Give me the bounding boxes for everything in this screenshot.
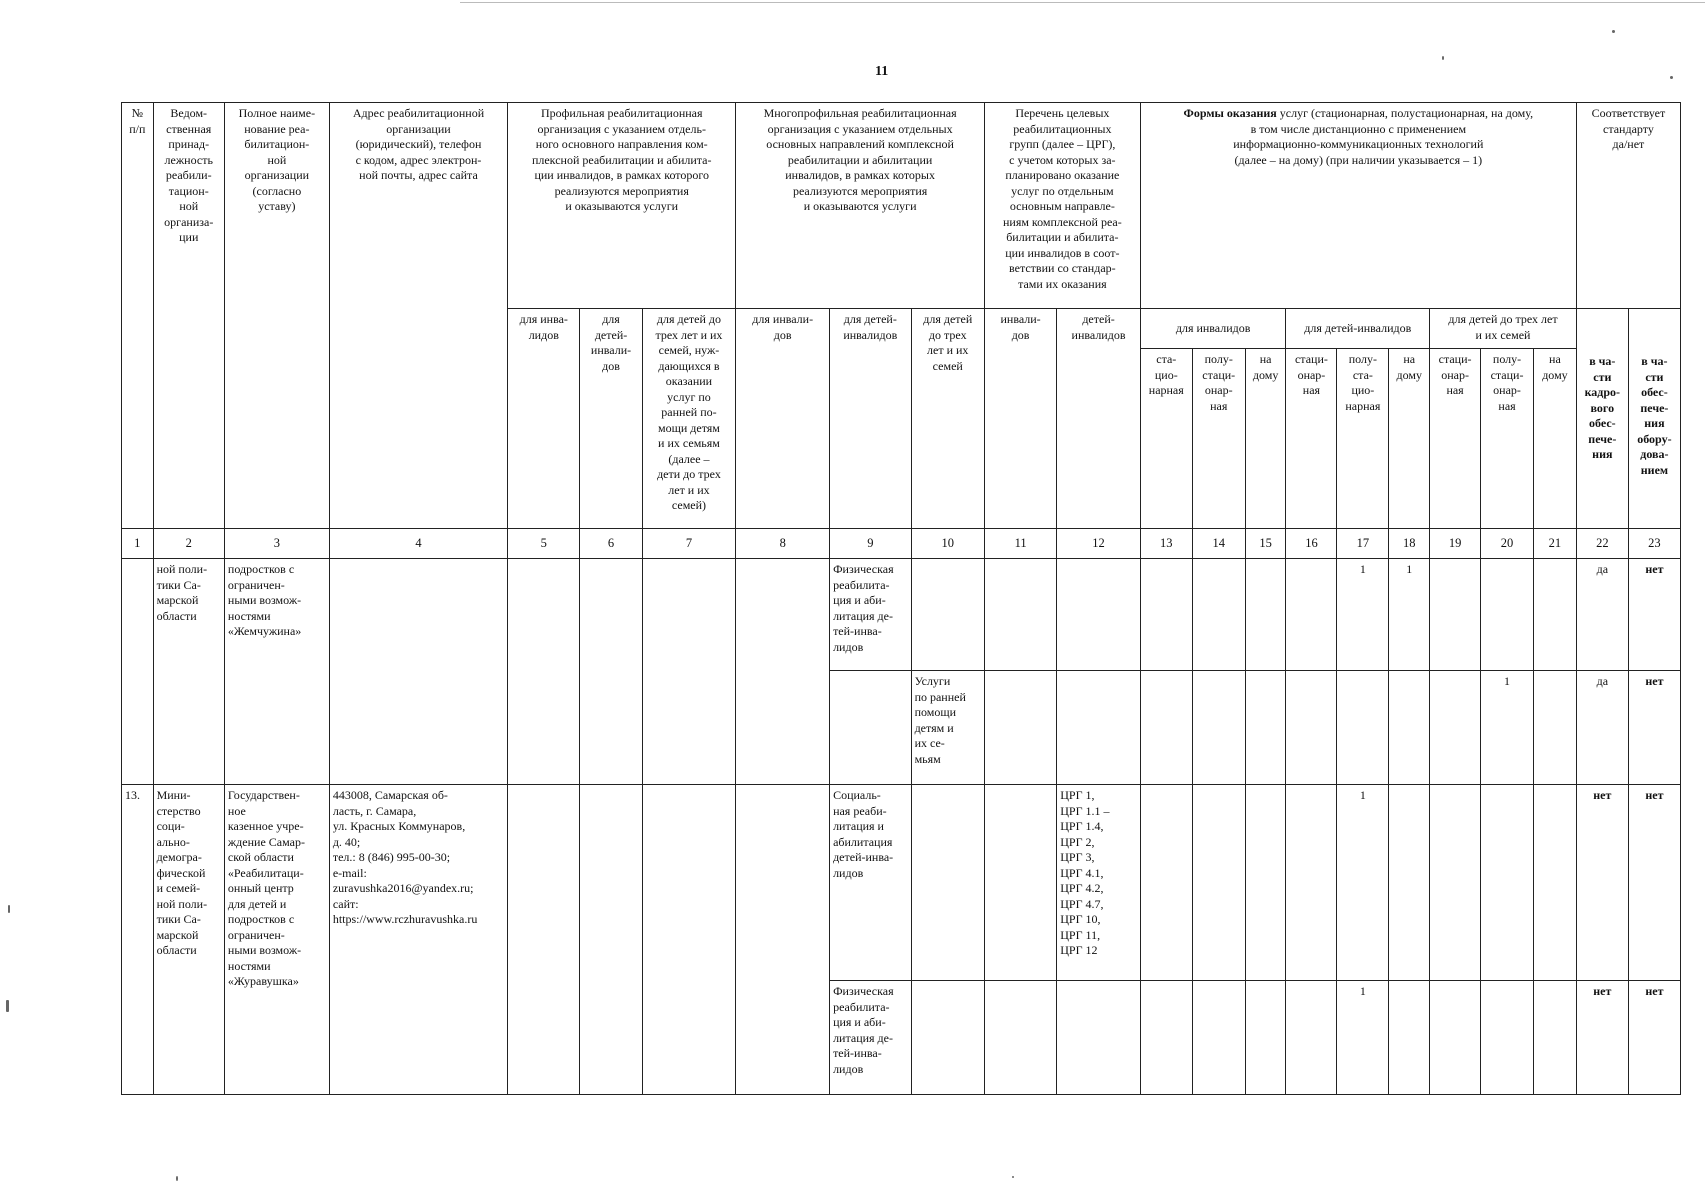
cell-c20 [1481, 785, 1534, 981]
cell-c15 [1245, 785, 1286, 981]
cell-c11 [984, 559, 1056, 671]
cell-c5 [508, 785, 580, 1095]
cell-department: ной поли- тики Са- марской области [153, 559, 224, 785]
header-address: Адрес реабилитационной организации (юридический), телефон с кодом, адрес электрон- ной почты, адрес сайта [329, 103, 507, 529]
scan-edge-line [460, 2, 1705, 3]
header-c18: на дому [1389, 349, 1430, 529]
cell-address: 443008, Самарская об- ласть, г. Самара, ул. Красных Коммунаров, д. 40; тел.: 8 (846) 995-00-30; e-mail: zuravushka2016@yandex.ru; сайт: https://www.rczhuravushka.ru [329, 785, 507, 1095]
cell-org-name: подростков с ограничен- ными возмож- ностями «Жемчужина» [224, 559, 329, 785]
header-c16: стаци- онар- ная [1286, 349, 1337, 529]
colnum: 15 [1245, 529, 1286, 559]
cell-c17: 1 [1337, 785, 1389, 981]
cell-num: 13. [122, 785, 154, 1095]
cell-c16 [1286, 559, 1337, 671]
cell-c18 [1389, 981, 1430, 1095]
header-standard: Соответствует стандарту да/нет [1576, 103, 1680, 309]
cell-c11 [984, 785, 1056, 981]
colnum: 10 [911, 529, 984, 559]
colnum: 22 [1576, 529, 1628, 559]
cell-c20 [1481, 559, 1534, 671]
header-c17: полу- ста- цио- нарная [1337, 349, 1389, 529]
colnum: 12 [1057, 529, 1141, 559]
cell-c12 [1057, 981, 1141, 1095]
colnum: 19 [1430, 529, 1481, 559]
header-service-forms-bold: Формы оказания [1183, 106, 1277, 120]
header-sg-young-children: для детей до трех лет и их семей [1430, 309, 1577, 349]
cell-c20: 1 [1481, 671, 1534, 785]
header-service-forms-rest: услуг (стационарная, полустационарная, на дому, в том числе дистанционно с применением информационно-коммуникационных технологий (далее – на дому) (при наличии указывается – 1) [1233, 106, 1534, 167]
scan-speck [176, 1176, 178, 1181]
table-row [122, 559, 1681, 671]
header-c15: на дому [1245, 349, 1286, 529]
cell-c10 [911, 785, 984, 981]
cell-c21 [1534, 981, 1577, 1095]
colnum: 2 [153, 529, 224, 559]
header-multiprofile-org: Многопрофильная реабилитационная организация с указанием отдельных основных направлений комплексной реабилитации и абилитации инвалидов, в рамках которых реализуются мероприятия и оказываются услуги [736, 103, 985, 309]
header-target-groups: Перечень целевых реабилитационных групп (далее – ЦРГ), с учетом которых за- планировано оказание услуг по отдельным основным направле- ниям комплексной реа- билитации и абилита- ции инвалидов в соот- ветствии со стандар- тами их оказания [984, 103, 1140, 309]
cell-c23: нет [1628, 559, 1680, 671]
cell-c9: Физическая реабилита- ция и аби- литация де- тей-инва- лидов [830, 559, 912, 671]
cell-num [122, 559, 154, 785]
colnum: 6 [580, 529, 642, 559]
scan-speck [6, 1000, 9, 1012]
colnum: 14 [1192, 529, 1245, 559]
cell-c19 [1430, 671, 1481, 785]
cell-c13 [1140, 559, 1192, 671]
header-c13: ста- цио- нарная [1140, 349, 1192, 529]
header-c11: инвали- дов [984, 309, 1056, 529]
header-c21: на дому [1534, 349, 1577, 529]
scan-speck [1012, 1176, 1014, 1178]
cell-c16 [1286, 671, 1337, 785]
cell-c19 [1430, 559, 1481, 671]
colnum: 5 [508, 529, 580, 559]
scan-speck [8, 905, 10, 913]
cell-department: Мини- стерство соци- ально- демогра- фической и семей- ной поли- тики Са- марской области [153, 785, 224, 1095]
cell-c18 [1389, 785, 1430, 981]
cell-c6 [580, 559, 642, 785]
header-department: Ведом- ственная принад- лежность реабили- тацион- ной организа- ции [153, 103, 224, 529]
header-c23: в ча- сти обес- пече- ния обору- дова- нием [1628, 309, 1680, 529]
colnum: 17 [1337, 529, 1389, 559]
cell-c5 [508, 559, 580, 785]
header-num: № п/п [122, 103, 154, 529]
cell-c14 [1192, 981, 1245, 1095]
colnum: 20 [1481, 529, 1534, 559]
cell-c21 [1534, 559, 1577, 671]
scan-speck [1612, 30, 1615, 33]
rehab-organizations-table [121, 102, 1681, 1095]
cell-c12 [1057, 671, 1141, 785]
cell-c6 [580, 785, 642, 1095]
colnum: 3 [224, 529, 329, 559]
cell-c10: Услуги по ранней помощи детям и их се- мьям [911, 671, 984, 785]
colnum: 16 [1286, 529, 1337, 559]
colnum: 1 [122, 529, 154, 559]
header-c5: для инва- лидов [508, 309, 580, 529]
cell-c18 [1389, 671, 1430, 785]
cell-c17: 1 [1337, 559, 1389, 671]
cell-c18: 1 [1389, 559, 1430, 671]
cell-c7 [642, 559, 736, 785]
colnum: 18 [1389, 529, 1430, 559]
header-service-forms [1140, 103, 1576, 309]
cell-c11 [984, 981, 1056, 1095]
cell-c15 [1245, 981, 1286, 1095]
cell-c10 [911, 981, 984, 1095]
cell-c23: нет [1628, 671, 1680, 785]
cell-c17: 1 [1337, 981, 1389, 1095]
cell-c22: нет [1576, 981, 1628, 1095]
scan-speck [1670, 76, 1673, 79]
cell-c22: нет [1576, 785, 1628, 981]
header-c22: в ча- сти кадро- вого обес- пече- ния [1576, 309, 1628, 529]
cell-c14 [1192, 671, 1245, 785]
cell-c16 [1286, 785, 1337, 981]
cell-c21 [1534, 785, 1577, 981]
header-c12: детей- инвалидов [1057, 309, 1141, 529]
cell-c10 [911, 559, 984, 671]
header-c7: для детей до трех лет и их семей, нуж- дающихся в оказании услуг по ранней по- мощи детям и их семьям (далее – дети до трех лет и их семей) [642, 309, 736, 529]
cell-c11 [984, 671, 1056, 785]
colnum: 7 [642, 529, 736, 559]
cell-c23: нет [1628, 981, 1680, 1095]
cell-c9 [830, 671, 912, 785]
colnum: 9 [830, 529, 912, 559]
header-profile-org: Профильная реабилитационная организация с указанием отдель- ного основного направления ком- плексной реабилитации и абилита- ции инвалидов, в рамках которого реализуются мероприятия и оказываются услуги [508, 103, 736, 309]
header-c10: для детей до трех лет и их семей [911, 309, 984, 529]
cell-c7 [642, 785, 736, 1095]
cell-c23: нет [1628, 785, 1680, 981]
cell-c19 [1430, 785, 1481, 981]
header-c8: для инвали- дов [736, 309, 830, 529]
cell-c9: Социаль- ная реаби- литация и абилитация детей-инва- лидов [830, 785, 912, 981]
header-sg-disabled-children: для детей-инвалидов [1286, 309, 1430, 349]
header-c9: для детей- инвалидов [830, 309, 912, 529]
header-c19: стаци- онар- ная [1430, 349, 1481, 529]
header-org-name: Полное наиме- нование реа- билитацион- ной организации (согласно уставу) [224, 103, 329, 529]
scan-speck [1442, 56, 1444, 60]
cell-c13 [1140, 671, 1192, 785]
cell-c16 [1286, 981, 1337, 1095]
cell-c15 [1245, 559, 1286, 671]
header-c20: полу- стаци- онар- ная [1481, 349, 1534, 529]
cell-c22: да [1576, 559, 1628, 671]
cell-c17 [1337, 671, 1389, 785]
cell-target-groups: ЦРГ 1, ЦРГ 1.1 – ЦРГ 1.4, ЦРГ 2, ЦРГ 3, ЦРГ 4.1, ЦРГ 4.2, ЦРГ 4.7, ЦРГ 10, ЦРГ 11, ЦРГ 12 [1057, 785, 1141, 981]
colnum: 23 [1628, 529, 1680, 559]
cell-c14 [1192, 559, 1245, 671]
colnum: 13 [1140, 529, 1192, 559]
cell-c8 [736, 559, 830, 785]
cell-c15 [1245, 671, 1286, 785]
cell-c19 [1430, 981, 1481, 1095]
header-c6: для детей- инвали- дов [580, 309, 642, 529]
column-numbers-row [122, 529, 1681, 559]
colnum: 4 [329, 529, 507, 559]
cell-org-name: Государствен- ное казенное учре- ждение Самар- ской области «Реабилитаци- онный центр для детей и подростков с ограничен- ными возмож- ностями «Журавушка» [224, 785, 329, 1095]
page-number: 11 [875, 64, 889, 79]
cell-address [329, 559, 507, 785]
header-sg-disabled: для инвалидов [1140, 309, 1286, 349]
header-c14: полу- стаци- онар- ная [1192, 349, 1245, 529]
cell-c13 [1140, 981, 1192, 1095]
header-row-1 [122, 103, 1681, 309]
cell-c14 [1192, 785, 1245, 981]
colnum: 11 [984, 529, 1056, 559]
cell-c22: да [1576, 671, 1628, 785]
colnum: 21 [1534, 529, 1577, 559]
cell-c8 [736, 785, 830, 1095]
cell-c20 [1481, 981, 1534, 1095]
table-row [122, 785, 1681, 981]
cell-c9: Физическая реабилита- ция и аби- литация де- тей-инва- лидов [830, 981, 912, 1095]
cell-c21 [1534, 671, 1577, 785]
cell-c13 [1140, 785, 1192, 981]
cell-c12 [1057, 559, 1141, 671]
colnum: 8 [736, 529, 830, 559]
